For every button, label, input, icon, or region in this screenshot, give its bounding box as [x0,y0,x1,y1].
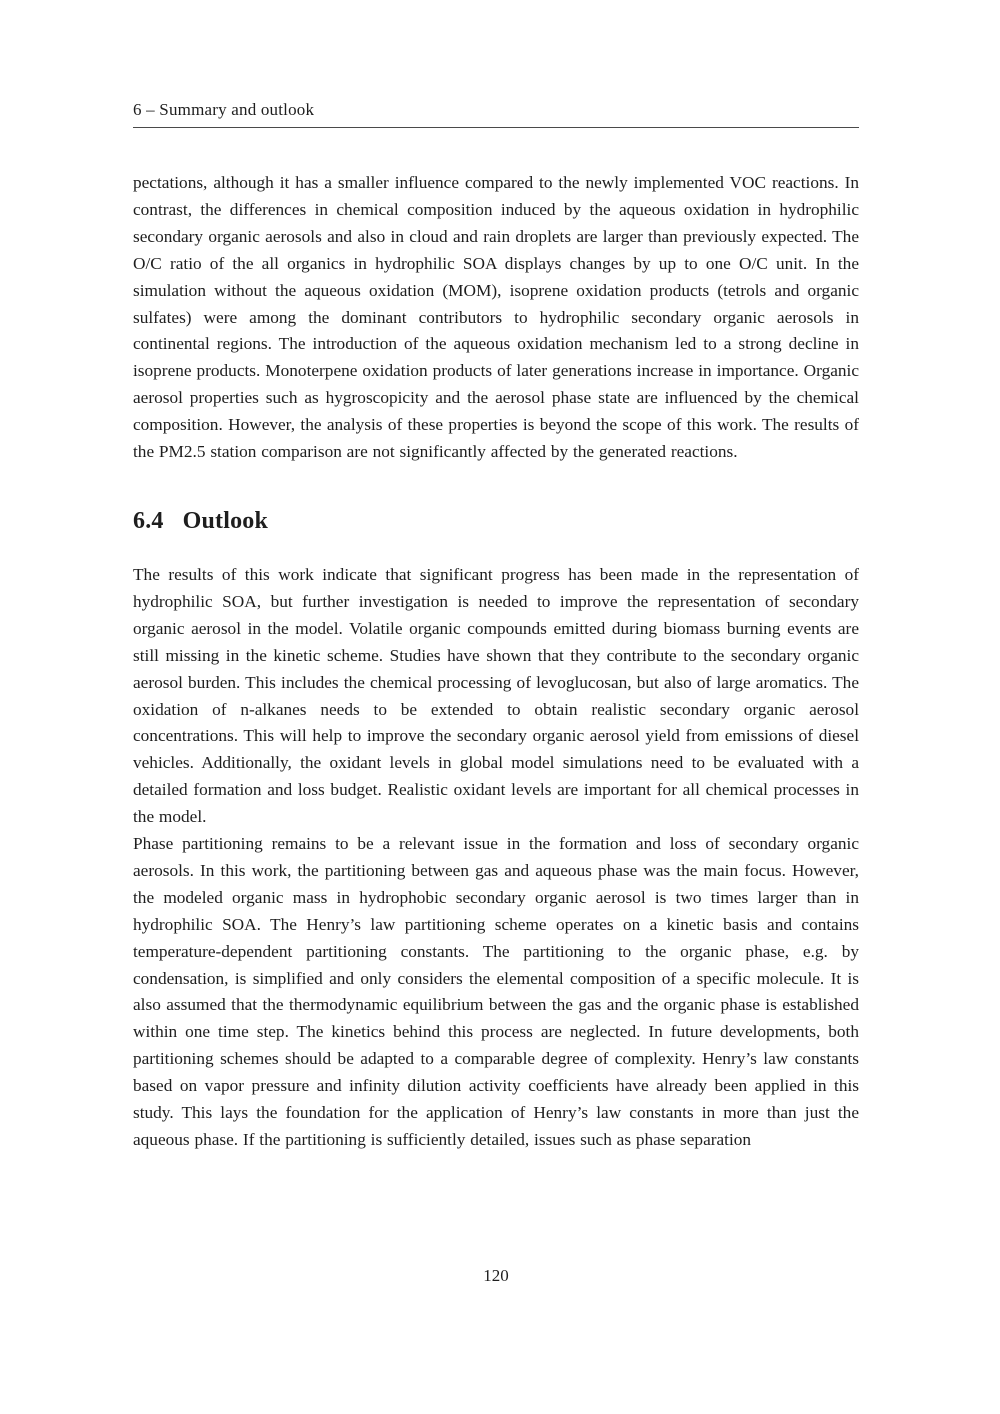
section-title: Outlook [182,507,269,534]
section-heading [133,506,859,536]
running-header [133,100,859,128]
header-rule [133,127,859,128]
paragraph-outlook-1: The results of this work indicate that significant progress has been made in the representation of hydrophilic SOA, but further investigation is needed to improve the representation of secondary organic aerosol in the model. Volatile organic compounds emitted during biomass burning events are still missing in the kinetic scheme. Studies have shown that they contribute to the secondary organic aerosol burden. This includes the chemical processing of levoglucosan, but also of large aromatics. The oxidation of n-alkanes needs to be extended to obtain realistic secondary organic aerosol concentrations. This will help to improve the secondary organic aerosol yield from emissions of diesel vehicles. Additionally, the oxidant levels in global model simulations need to be evaluated with a detailed formation and loss budget. Realistic oxidant levels are important for all chemical processes in the model. [133,564,859,827]
page-body [133,170,859,1154]
running-header-title: 6 – Summary and outlook [133,100,315,119]
paragraph-continuation: pectations, although it has a smaller influence compared to the newly implemented VOC reactions. In contrast, the differences in chemical composition induced by the aqueous oxidation in hydrophilic secondary organic aerosols and also in cloud and rain droplets are larger than previously expected. The O/C ratio of the all organics in hydrophilic SOA displays changes by up to one O/C unit. In the simulation without the aqueous oxidation (MOM), isoprene oxidation products (tetrols and organic sulfates) were among the dominant contributors to hydrophilic secondary organic aerosols in continental regions. The introduction of the aqueous oxidation mechanism led to a strong decline in isoprene products. Monoterpene oxidation products of later generations increase in importance. Organic aerosol properties such as hygroscopicity and the aerosol phase state are influenced by the chemical composition. However, the analysis of these properties is beyond the scope of this work. The results of the PM2.5 station comparison are not significantly affected by the generated reactions. [133,173,859,462]
page-number: 120 [483,1266,509,1285]
section-number: 6.4 [133,507,164,534]
paragraph-outlook-2: Phase partitioning remains to be a relevant issue in the formation and loss of secondary organic aerosols. In this work, the partitioning between gas and aqueous phase was the main focus. However, the modeled organic mass in hydrophobic secondary organic aerosol is two times larger than in hydrophilic SOA. The Henry’s law partitioning scheme operates on a kinetic basis and contains temperature-dependent partitioning constants. The partitioning to the organic phase, e.g. by condensation, is simplified and only considers the elemental composition of a specific molecule. It is also assumed that the thermodynamic equilibrium between the gas and the organic phase is established within one time step. The kinetics behind this process are neglected. In future developments, both partitioning schemes should be adapted to a comparable degree of complexity. Henry’s law constants based on vapor pressure and infinity dilution activity coefficients have already been applied in this study. This lays the foundation for the application of Henry’s law constants in more than just the aqueous phase. If the partitioning is sufficiently detailed, issues such as phase separation [133,834,859,1149]
